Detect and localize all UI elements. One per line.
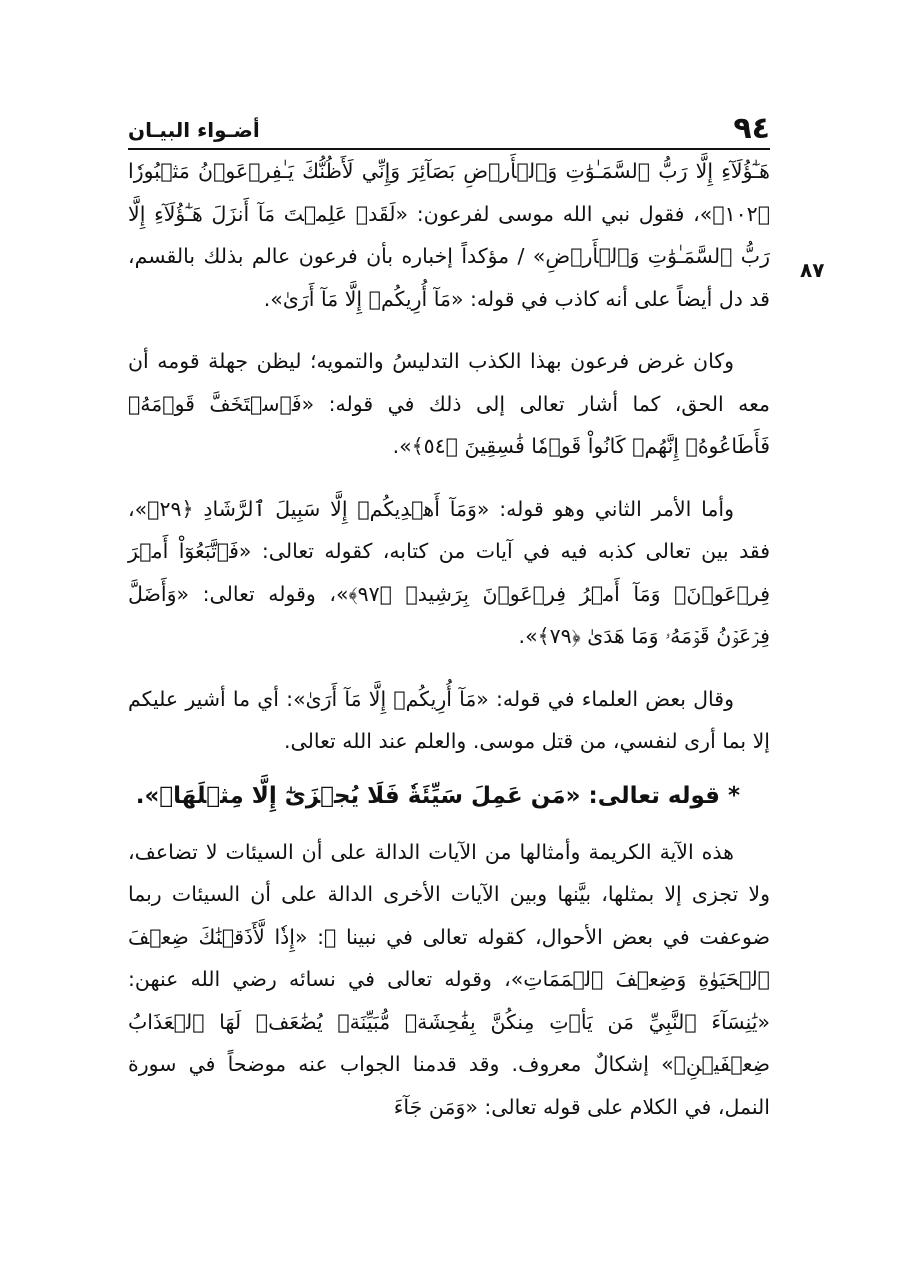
book-title: أضـواء البيـان: [128, 118, 260, 142]
page-header: [128, 104, 770, 150]
paragraph-gap: [128, 468, 770, 488]
page-number: ٩٤: [733, 111, 770, 146]
section-heading: * قوله تعالى: «مَن عَمِلَ سَيِّئَةٗ فَلَا يُجۡزَىٰٓ إِلَّا مِثۡلَهَاۖ».: [135, 782, 740, 809]
page-body: [128, 150, 770, 1128]
paragraph-sins-discussion: هذه الآية الكريمة وأمثالها من الآيات الدالة على أن السيئات لا تضاعف، ولا تجزى إلا بمثلها، بيَّنها وبين الآيات الأخرى الدالة على أن السيئات ربما ضوعفت في بعض الأحوال، كقوله تعالى في نبينا ﷺ: «إِذٗا لَّأَذَقۡنَٰكَ ضِعۡفَ ٱلۡحَيَوٰةِ وَضِعۡفَ ٱلۡمَمَاتِ»، وقوله تعالى في نسائه رضي الله عنهن: «يَٰنِسَآءَ ٱلنَّبِيِّ مَن يَأۡتِ مِنكُنَّ بِفَٰحِشَةٖ مُّبَيِّنَةٖ يُضَٰعَفۡ لَهَا ٱلۡعَذَابُ ضِعۡفَيۡنِۚ» إشكالٌ معروف. وقد قدمنا الجواب عنه موضحاً في سورة النمل، في الكلام على قوله تعالى: «وَمَن جَآءَ: [128, 839, 770, 1119]
margin-page-reference: ٨٧: [800, 258, 825, 282]
paragraph-pharaoh-deception: وكان غرض فرعون بهذا الكذب التدليسُ والتمويه؛ ليظن جهلة قومه أن معه الحق، كما أشار تعالى إلى ذلك في قوله: «فَٱسۡتَخَفَّ قَوۡمَهُۥ فَأَطَاعُوهُۚ إِنَّهُمۡ كَانُواْ قَوۡمٗا فَٰسِقِينَ ﴿٥٤﴾».: [128, 349, 770, 458]
paragraph-gap: [128, 658, 770, 678]
paragraph-scholars-view: وقال بعض العلماء في قوله: «مَآ أُرِيكُمۡ إِلَّا مَآ أَرَىٰ»: أي ما أشير عليكم إلا بما أرى لنفسي، من قتل موسى. والعلم عند الله تعالى.: [128, 686, 770, 753]
paragraph-continuation: هَـٰٓؤُلَآءِ إِلَّا رَبُّ ٱلسَّمَـٰوَٰتِ وَٱلۡأَرۡضِ بَصَآئِرَ وَإِنِّي لَأَظُنُّكَ يَـٰفِرۡعَوۡنُ مَثۡبُورٗا ﴿١٠٢﴾»، فقول نبي الله موسى لفرعون: «لَقَدۡ عَلِمۡتَ مَآ أَنزَلَ هَـٰٓؤُلَآءِ إِلَّا رَبُّ ٱلسَّمَـٰوَٰتِ وَٱلۡأَرۡضِ» / مؤكداً إخباره بأن فرعون عالم بذلك بالقسم، قد دل أيضاً على أنه كاذب في قوله: «مَآ أُرِيكُمۡ إِلَّا مَآ أَرَىٰ».: [128, 159, 770, 311]
paragraph-second-matter: وأما الأمر الثاني وهو قوله: «وَمَآ أَهۡدِيكُمۡ إِلَّا سَبِيلَ ٱلرَّشَادِ ﴿٢٩﴾»، فقد بين تعالى كذبه فيه في آيات من كتابه، كقوله تعالى: «فَٱتَّبَعُوٓاْ أَمۡرَ فِرۡعَوۡنَۖ وَمَآ أَمۡرُ فِرۡعَوۡنَ بِرَشِيدٖ ﴿٩٧﴾»، وقوله تعالى: «وَأَضَلَّ فِرۡعَوۡنُ قَوۡمَهُۥ وَمَا هَدَىٰ ﴿٧٩﴾».: [128, 496, 771, 648]
paragraph-gap: [128, 320, 770, 340]
